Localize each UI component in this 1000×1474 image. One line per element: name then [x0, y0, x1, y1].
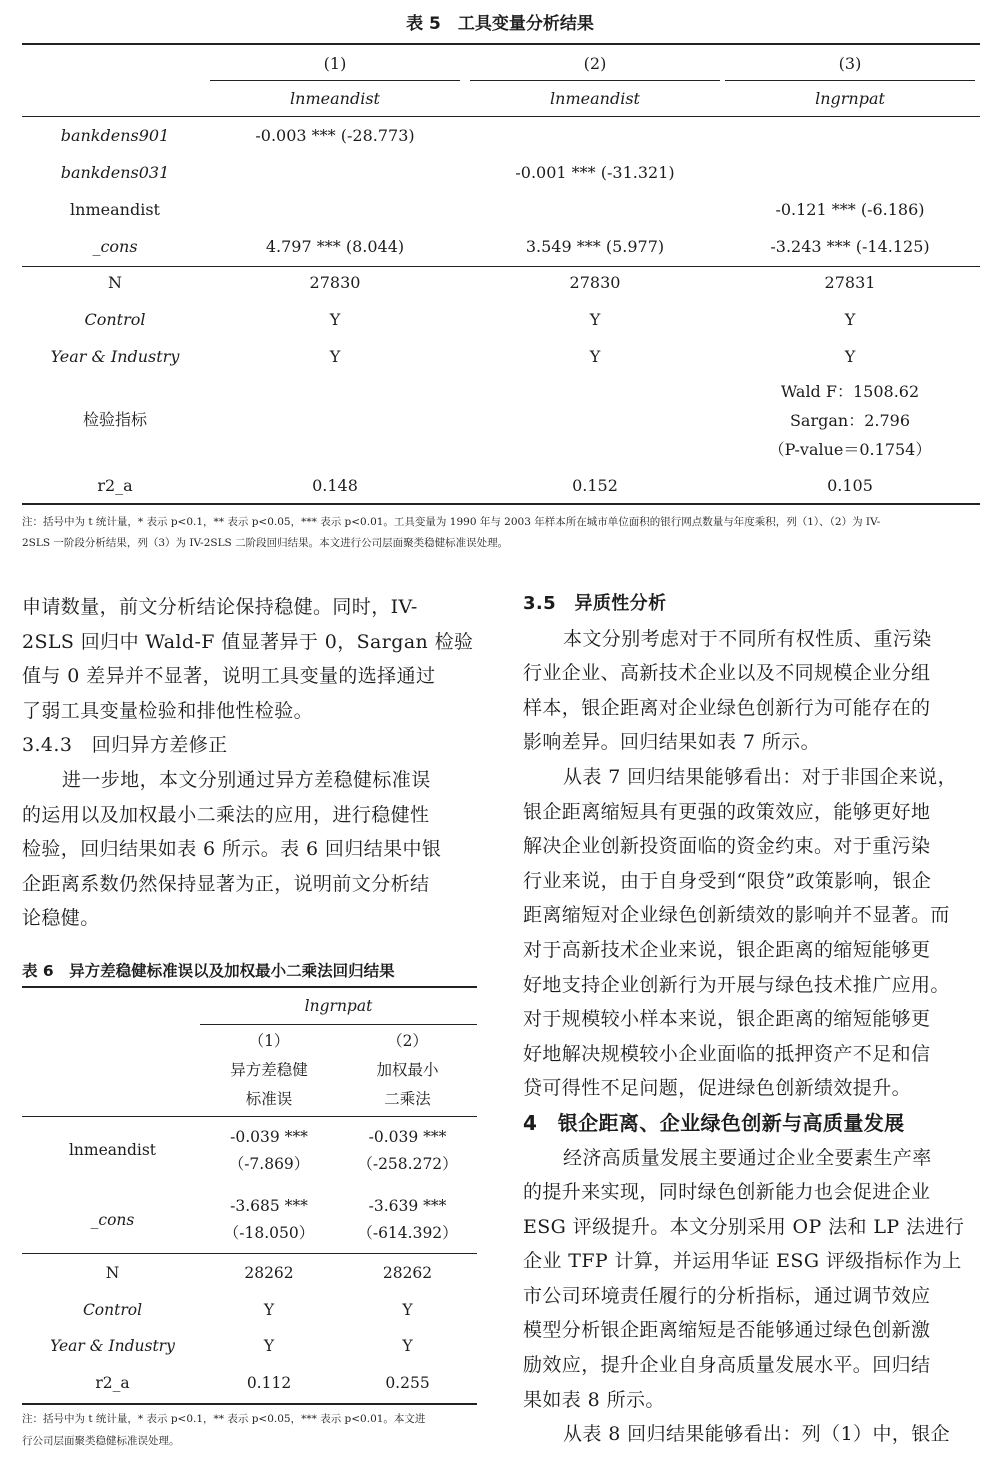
table5-test-label: 检验指标 [82, 410, 147, 429]
table5-cell: 27830 [309, 273, 361, 292]
table5-cell: -0.001 *** (-31.321) [515, 163, 675, 182]
table5-cell: 27830 [569, 273, 621, 292]
left-para2-line: 进一步地，本文分别通过异方差稳健标准误 [62, 768, 431, 791]
table6-dep-rule [200, 1024, 477, 1025]
table6-stat: Y [402, 1301, 413, 1319]
table5-note-line: 2SLS 一阶段分析结果，列（3）为 IV-2SLS 二阶段回归结果。本文进行公司层面聚类稳健标准误处理。 [22, 537, 509, 549]
table5-cell: Y [329, 310, 341, 329]
table6-colname: 二乘法 [384, 1090, 431, 1108]
table6-colname: 加权最小 [376, 1061, 439, 1079]
table5-cell: -3.243 *** (-14.125) [770, 237, 930, 256]
table6-stat: Y [263, 1301, 275, 1319]
left-para2-line: 论稳健。 [22, 907, 100, 930]
left-para2-line: 的运用以及加权最小二乘法的应用，进行稳健性 [22, 803, 430, 826]
right-para1-line: 样本，银企距离对企业绿色创新行为可能存在的 [523, 696, 931, 719]
table6-tstat: （-614.392） [357, 1224, 458, 1242]
table6-colnum: （1） [248, 1032, 290, 1050]
table6-stat: 28262 [382, 1264, 433, 1282]
table5-test-line: Wald F：1508.62 [780, 382, 920, 401]
table5-mid-rule [22, 266, 980, 267]
right-para3-line: ESG 评级提升。本文分别采用 OP 法和 LP 法进行 [523, 1215, 965, 1238]
table5-caption: 表 5 工具变量分析结果 [406, 14, 594, 34]
right-para2-line: 贷可得性不足问题，促进绿色创新绩效提升。 [523, 1077, 912, 1100]
table6-caption: 表 6 异方差稳健标准误以及加权最小二乘法回归结果 [22, 962, 395, 980]
table6-colname: 异方差稳健 [230, 1061, 308, 1079]
table5-dep-1: lnmeandist [290, 89, 380, 108]
right-para2-line: 银企距离缩短具有更强的政策效应，能够更好地 [523, 800, 931, 823]
table5-test-line: Sargan：2.796 [789, 411, 911, 430]
table5-row-label: Control [84, 310, 146, 329]
table5-cell: -0.003 *** (-28.773) [255, 126, 415, 145]
table5-cell: Y [844, 310, 856, 329]
table5-r2-value: 0.152 [572, 476, 618, 495]
left-para1-line: 2SLS 回归中 Wald-F 值显著异于 0，Sargan 检验 [22, 630, 474, 653]
table6-coef: -0.039 *** [368, 1128, 447, 1146]
right-para3-line: 果如表 8 所示。 [523, 1388, 665, 1411]
table5-r2-label: r2_a [97, 476, 133, 495]
right-para2-line: 好地支持企业创新行为开展与绿色技术推广应用。 [523, 973, 950, 996]
right-para3-line: 励效应，提升企业自身高质量发展水平。回归结 [523, 1354, 931, 1377]
table5-colnum-rule-2 [470, 80, 720, 81]
right-para3-line: 企业 TFP 计算，并运用华证 ESG 评级指标作为上 [523, 1250, 962, 1273]
right-para2-line: 对于规模较小样本来说，银企距离的缩短能够更 [523, 1008, 931, 1031]
table6-dep: lngrnpat [304, 997, 373, 1015]
table6-note-line: 注：括号中为 t 统计量，* 表示 p<0.1，** 表示 p<0.05，*** 表示 p<0.01。本文进 [22, 1413, 426, 1425]
table6-header-rule [22, 1116, 477, 1117]
table5-row-label: Year & Industry [50, 347, 180, 366]
section-heading-4: 4 银企距离、企业绿色创新与高质量发展 [523, 1110, 905, 1135]
table5-cell: 4.797 *** (8.044) [265, 237, 405, 256]
right-column [523, 587, 988, 1452]
right-para3-line: 模型分析银企距离缩短是否能够通过绿色创新激 [523, 1319, 931, 1342]
table5-colnum-rule-1 [210, 80, 460, 81]
table5-row-label: bankdens031 [60, 163, 170, 182]
table5-cell: -0.121 *** (-6.186) [775, 200, 925, 219]
table5-r2-value: 0.105 [827, 476, 873, 495]
table6-tstat: （-7.869） [228, 1155, 310, 1173]
right-para1-line: 行业企业、高新技术企业以及不同规模企业分组 [523, 662, 931, 685]
table5-r2-value: 0.148 [312, 476, 358, 495]
table5-bottom-rule [22, 503, 980, 505]
table6-stat-label: Control [82, 1301, 143, 1319]
right-para2-line: 从表 7 回归结果能够看出：对于非国企来说， [563, 765, 957, 788]
table5-dep-3: lngrnpat [815, 89, 885, 108]
right-para2-line: 对于高新技术企业来说，银企距离的缩短能够更 [523, 938, 931, 961]
right-para3-line: 市公司环境责任履行的分析指标，通过调节效应 [523, 1284, 931, 1307]
right-para1-line: 影响差异。回归结果如表 7 所示。 [523, 731, 820, 754]
right-para1-line: 本文分别考虑对于不同所有权性质、重污染 [563, 627, 932, 650]
table5-row-label: N [108, 273, 122, 292]
left-para1-line: 申请数量，前文分析结论保持稳健。同时，IV- [22, 596, 418, 618]
right-para2-line: 距离缩短对企业绿色创新绩效的影响并不显著。而 [523, 904, 950, 927]
table5-colnum-3: (3) [838, 54, 862, 73]
table6-coef: -0.039 *** [230, 1128, 308, 1146]
table5-row-label: lnmeandist [70, 200, 160, 219]
table5-row-label: _cons [92, 237, 138, 256]
table5-top-rule [22, 43, 980, 45]
table5-cell: Y [329, 347, 341, 366]
table6-colname: 标准误 [245, 1090, 293, 1108]
table5-header-rule [22, 116, 980, 117]
right-para3-line: 的提升来实现，同时绿色创新能力也会促进企业 [523, 1181, 931, 1204]
table6-top-rule [22, 986, 477, 988]
table6-tstat: （-258.272） [357, 1155, 458, 1173]
left-para2-line: 企距离系数仍然保持显著为正，说明前文分析结 [22, 872, 430, 895]
table6-coef: -3.685 *** [230, 1197, 308, 1215]
table6-row-label: lnmeandist [68, 1141, 157, 1159]
table5-cell: Y [589, 310, 601, 329]
left-para1-line: 值与 0 差异并不显著，说明工具变量的选择通过 [22, 665, 436, 688]
table6-stat: Y [402, 1337, 413, 1355]
table6-stat-label: r2_a [95, 1374, 130, 1392]
table6-stat: Y [263, 1337, 275, 1355]
table5-colnum-rule-3 [725, 80, 975, 81]
right-para2-line: 解决企业创新投资面临的资金约束。对于重污染 [523, 835, 931, 858]
right-para3-line: 经济高质量发展主要通过企业全要素生产率 [563, 1146, 932, 1169]
table6-stat: 28262 [244, 1264, 294, 1282]
table6-row-label: _cons [90, 1211, 135, 1229]
table5-dep-2: lnmeandist [550, 89, 640, 108]
left-para1-line: 了弱工具变量检验和排他性检验。 [22, 699, 314, 722]
table5-cell: 27831 [824, 273, 876, 292]
table6-colnum: （2） [387, 1032, 428, 1050]
table5-cell: Y [844, 347, 856, 366]
table6-bottom-rule [22, 1403, 477, 1405]
right-para2-line: 好地解决规模较小企业面临的抵押资产不足和信 [523, 1042, 931, 1065]
table5-colnum-2: (2) [583, 54, 607, 73]
table6-stat: 0.112 [246, 1374, 292, 1392]
table6-stat-label: Year & Industry [50, 1337, 175, 1355]
table6-note-line: 行公司层面聚类稳健标准误处理。 [22, 1435, 180, 1447]
table5-cell: Y [589, 347, 601, 366]
table5-cell: 3.549 *** (5.977) [525, 237, 665, 256]
section-heading-3-4-3: 3.4.3 回归异方差修正 [22, 734, 228, 757]
table6-tstat: （-18.050） [223, 1224, 315, 1242]
left-column-upper [22, 590, 492, 936]
table6-stat-label: N [105, 1264, 120, 1282]
table5-row-label: bankdens901 [60, 126, 170, 145]
table5-colnum-1: (1) [323, 54, 347, 73]
table5-test-line: （P-value＝0.1754） [768, 440, 932, 459]
table6-coef: -3.639 *** [368, 1197, 447, 1215]
table6-stat: 0.255 [385, 1374, 430, 1392]
right-para2-line: 行业来说，由于自身受到“限贷”政策影响，银企 [523, 869, 932, 892]
right-para4-line: 从表 8 回归结果能够看出：列（1）中，银企 [563, 1423, 951, 1446]
left-para2-line: 检验，回归结果如表 6 所示。表 6 回归结果中银 [22, 838, 442, 861]
section-heading-3-5: 3.5 异质性分析 [523, 593, 667, 614]
table6-mid-rule [22, 1253, 477, 1254]
table5-note-line: 注：括号中为 t 统计量，* 表示 p<0.1，** 表示 p<0.05，*** 表示 p<0.01。工具变量为 1990 年与 2003 年样本所在城市单位面积的银行网点数量与年度乘积，列（1）、（2）为 IV- [22, 516, 881, 528]
